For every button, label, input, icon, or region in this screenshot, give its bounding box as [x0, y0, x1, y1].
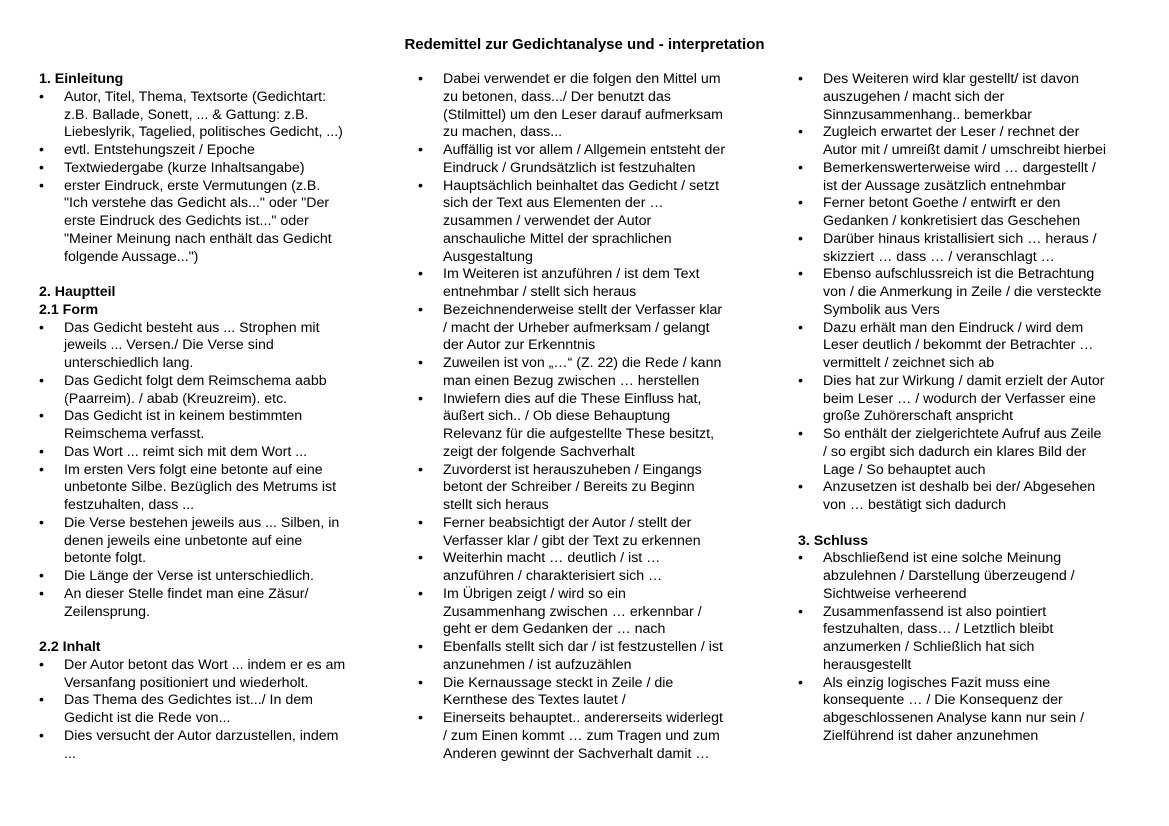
- list-item: [39, 515, 374, 568]
- list-item-line: • Zugleich erwartet der Leser / rechnet der: [823, 124, 1080, 141]
- list-item: [39, 320, 374, 373]
- list-item: [798, 373, 1138, 426]
- list-item-line: festzuhalten, dass ...: [64, 497, 195, 513]
- list-item-line: Zusammenhang zwischen … erkennbar /: [443, 603, 702, 620]
- list-item: [418, 71, 753, 142]
- list-item-line: skizziert … dass … / veranschlagt …: [823, 248, 1055, 265]
- list-item: [39, 462, 374, 515]
- list-item-line: anzunehmen / ist aufzuzählen: [443, 656, 632, 673]
- list-item-line: • Des Weiteren wird klar gestellt/ ist davon: [823, 71, 1080, 87]
- list-item-line: "Meiner Meinung nach enthält das Gedicht: [64, 230, 332, 247]
- list-item: [39, 728, 374, 764]
- list-item-line: jeweils ... Versen./ Die Verse sind: [64, 337, 274, 354]
- list-item-line: anzuführen / charakterisiert sich …: [443, 568, 663, 584]
- list-item-line: • Das Wort ... reimt sich mit dem Wort ...: [64, 443, 308, 460]
- list-item: [798, 550, 1138, 603]
- column-1: [39, 71, 374, 763]
- list-item-line: Anderen gewinnt der Sachverhalt damit …: [443, 745, 710, 762]
- list-item-line: Versanfang positioniert und wiederholt.: [64, 674, 309, 691]
- list-item-line: • Darüber hinaus kristallisiert sich … heraus /: [823, 230, 1097, 247]
- list-item-line: erste Eindruck des Gedichts ist..." oder: [64, 213, 309, 229]
- section-spacer: [39, 621, 374, 639]
- list-item: [418, 302, 753, 355]
- list-item-line: Kernthese des Textes lautet /: [443, 692, 626, 709]
- list-item-line: zu machen, dass...: [443, 124, 563, 141]
- list-item-line: abgeschlossenen Analyse kann nur sein /: [823, 710, 1085, 726]
- list-item-line: vermittelt / zeichnet sich ab: [823, 355, 995, 371]
- list-item-line: anschauliche Mittel der sprachlichen: [443, 230, 672, 247]
- list-item-line: Gedicht ist die Rede von...: [64, 710, 231, 726]
- list-item: [798, 160, 1138, 196]
- list-item-line: • Die Länge der Verse ist unterschiedlich.: [64, 568, 314, 584]
- list-item-line: Eindruck / Grundsätzlich ist festzuhalten: [443, 159, 696, 176]
- list-item-line: Sinnzusammenhang.. bemerkbar: [823, 106, 1032, 123]
- list-item: [39, 568, 374, 586]
- list-item-line: • Im Übrigen zeigt / wird so ein: [443, 585, 626, 602]
- list-item-line: entnehmbar / stellt sich heraus: [443, 284, 637, 300]
- list-item-line: betont der Schreiber / Bereits zu Beginn: [443, 479, 695, 496]
- list-item-line: / zum Einen kommt … zum Tragen und zum: [443, 727, 720, 744]
- list-item-line: von … bestätigt sich dadurch: [823, 497, 1006, 513]
- list-item-line: • Dabei verwendet er die folgen den Mittel um: [443, 71, 721, 87]
- list-item: [39, 586, 374, 622]
- list-item: [418, 675, 753, 711]
- list-item-line: (Paarreim). / abab (Kreuzreim). etc.: [64, 390, 288, 407]
- section-spacer: [798, 515, 1138, 533]
- list-item-line: • Zuweilen ist von „…“ (Z. 22) die Rede / kann: [443, 355, 722, 371]
- bullet-list: [39, 89, 374, 267]
- list-item: [418, 586, 753, 639]
- section-heading: 1. Einleitung: [39, 71, 124, 87]
- list-item: [798, 266, 1138, 319]
- list-item-line: • Anzusetzen ist deshalb bei der/ Abgesehen: [823, 479, 1096, 496]
- list-item-line: Symbolik aus Vers: [823, 301, 940, 318]
- list-item-line: z.B. Ballade, Sonett, ... & Gattung: z.B.: [64, 106, 309, 123]
- list-item-line: auszugehen / macht sich der: [823, 88, 1005, 105]
- list-item-line: Autor mit / umreißt damit / umschreibt hierbei: [823, 142, 1107, 158]
- list-item-line: zusammen / verwendet der Autor: [443, 213, 652, 229]
- list-item-line: zu betonen, dass.../ Der benutzt das: [443, 88, 671, 105]
- list-item: [798, 320, 1138, 373]
- list-item-line: unbetonte Silbe. Bezüglich des Metrums ist: [64, 479, 337, 496]
- list-item-line: Zeilensprung.: [64, 603, 150, 620]
- list-item-line: • An dieser Stelle findet man eine Zäsur/: [64, 585, 309, 602]
- section-heading: 2.2 Inhalt: [39, 639, 101, 655]
- list-item-line: unterschiedlich lang.: [64, 355, 194, 371]
- list-item-line: große Zuhörerschaft anspricht: [823, 408, 1014, 425]
- list-item: [798, 195, 1138, 231]
- list-item-line: • Als einzig logisches Fazit muss eine: [823, 674, 1051, 691]
- list-item-line: der Autor zur Erkenntnis: [443, 337, 596, 354]
- list-item: [39, 89, 374, 142]
- list-item: [798, 479, 1138, 515]
- page-title: Redemittel zur Gedichtanalyse und - interpretation: [404, 36, 765, 53]
- list-item-line: • Textwiedergabe (kurze Inhaltsangabe): [64, 159, 305, 176]
- list-item: [39, 444, 374, 462]
- list-item-line: sich der Text aus Elementen der …: [443, 195, 664, 212]
- list-item-line: • Zusammenfassend ist also pointiert: [823, 603, 1047, 620]
- list-item: [39, 657, 374, 693]
- list-item-line: äußert sich.. / Ob diese Behauptung: [443, 408, 671, 425]
- list-item-line: • Abschließend ist eine solche Meinung: [823, 550, 1062, 567]
- list-item-line: • Auffällig ist vor allem / Allgemein entsteht der: [443, 142, 726, 158]
- list-item: [798, 426, 1138, 479]
- list-item: [798, 231, 1138, 267]
- list-item-line: konsequente … / Die Konsequenz der: [823, 692, 1063, 709]
- list-item: [418, 391, 753, 462]
- list-item-line: • Weiterhin macht … deutlich / ist …: [443, 550, 661, 567]
- list-item-line: Verfasser klar / gibt der Text zu erkennen: [443, 532, 701, 549]
- list-item-line: • Bemerkenswerterweise wird … dargestellt /: [823, 159, 1096, 176]
- list-item-line: • Autor, Titel, Thema, Textsorte (Gedichtart:: [64, 88, 327, 105]
- list-item-line: • Ebenfalls stellt sich dar / ist festzustellen / ist: [443, 639, 723, 655]
- list-item-line: • Inwiefern dies auf die These Einfluss hat,: [443, 390, 702, 407]
- bullet-list: [39, 320, 374, 622]
- list-item: [798, 124, 1138, 160]
- list-item-line: zeigt der folgende Sachverhalt: [443, 443, 635, 460]
- list-item-line: (Stilmittel) um den Leser darauf aufmerksam: [443, 106, 723, 123]
- section-spacer: [39, 266, 374, 284]
- list-item-line: • erster Eindruck, erste Vermutungen (z.B.: [64, 177, 321, 194]
- list-item: [418, 266, 753, 302]
- list-item-line: folgende Aussage..."): [64, 248, 199, 265]
- list-item-line: • Zuvorderst ist herauszuheben / Eingangs: [443, 461, 702, 478]
- list-item-line: • Hauptsächlich beinhaltet das Gedicht / setzt: [443, 177, 720, 194]
- list-item-line: anzumerken / Schließlich hat sich: [823, 639, 1035, 655]
- list-item-line: Zielführend ist daher anzunehmen: [823, 727, 1039, 744]
- section-heading: 3. Schluss: [798, 532, 869, 549]
- list-item-line: • Dazu erhält man den Eindruck / wird dem: [823, 319, 1084, 336]
- list-item-line: • Ferner beabsichtigt der Autor / stellt der: [443, 514, 692, 531]
- list-item-line: ist der Aussage zusätzlich entnehmbar: [823, 177, 1066, 194]
- list-item-line: festzuhalten, dass… / Letztlich bleibt: [823, 621, 1054, 638]
- list-item-line: denen jeweils eine unbetonte auf eine: [64, 532, 303, 549]
- list-item-line: ...: [64, 745, 76, 762]
- list-item: [418, 710, 753, 763]
- list-item: [798, 604, 1138, 675]
- list-item-line: / macht der Urheber aufmerksam / gelangt: [443, 319, 710, 336]
- list-item-line: man einen Bezug zwischen … herstellen: [443, 372, 700, 389]
- list-item: [798, 71, 1138, 124]
- list-item-line: Leser deutlich / bekommt der Betrachter …: [823, 337, 1094, 354]
- list-item: [418, 178, 753, 267]
- list-item-line: • Einerseits behauptet.. andererseits widerlegt: [443, 710, 723, 726]
- list-item-line: • Dies hat zur Wirkung / damit erzielt der Autor: [823, 372, 1105, 389]
- column-3: [798, 71, 1138, 746]
- bullet-list: [418, 71, 753, 763]
- list-item-line: Reimschema verfasst.: [64, 426, 205, 442]
- list-item-line: Ausgestaltung: [443, 248, 533, 265]
- list-item-line: • Der Autor betont das Wort ... indem er es am: [64, 656, 346, 673]
- list-item-line: abzulehnen / Darstellung überzeugend /: [823, 568, 1075, 584]
- list-item-line: • Ferner betont Goethe / entwirft er den: [823, 195, 1061, 212]
- section-heading: 2.1 Form: [39, 301, 99, 318]
- list-item-line: Sichtweise verheerend: [823, 585, 967, 602]
- list-item: [418, 515, 753, 551]
- list-item-line: • Im ersten Vers folgt eine betonte auf eine: [64, 461, 323, 478]
- list-item: [39, 178, 374, 267]
- list-item-line: stellt sich heraus: [443, 497, 549, 513]
- list-item-line: Lage / So behauptet auch: [823, 461, 986, 478]
- list-item-line: • Die Kernaussage steckt in Zeile / die: [443, 674, 674, 691]
- list-item-line: Liebeslyrik, Tagelied, politisches Gedicht, ...): [64, 124, 343, 141]
- list-item: [418, 462, 753, 515]
- list-item: [418, 550, 753, 586]
- list-item: [798, 675, 1138, 746]
- list-item-line: beim Leser … / wodurch der Verfasser eine: [823, 390, 1096, 407]
- list-item-line: • Bezeichnenderweise stellt der Verfasser klar: [443, 301, 723, 318]
- bullet-list: [39, 657, 374, 764]
- list-item-line: • So enthält der zielgerichtete Aufruf aus Zeile: [823, 426, 1102, 442]
- list-item: [418, 355, 753, 391]
- list-item-line: von / die Anmerkung in Zeile / die versteckte: [823, 284, 1102, 300]
- list-item: [39, 142, 374, 160]
- list-item-line: geht er dem Gedanken der … nach: [443, 621, 666, 638]
- list-item: [39, 373, 374, 409]
- list-item: [39, 408, 374, 444]
- bullet-list: [798, 71, 1138, 515]
- list-item-line: "Ich verstehe das Gedicht als..." oder "Der: [64, 195, 330, 212]
- list-item: [418, 639, 753, 675]
- list-item-line: • Das Gedicht besteht aus ... Strophen mit: [64, 319, 320, 336]
- column-2: [418, 71, 753, 763]
- list-item-line: • Im Weiteren ist anzuführen / ist dem Text: [443, 266, 700, 283]
- section-heading: 2. Hauptteil: [39, 284, 116, 300]
- list-item-line: Gedanken / konkretisiert das Geschehen: [823, 213, 1081, 229]
- list-item-line: herausgestellt: [823, 656, 912, 673]
- list-item-line: • Das Gedicht ist in keinem bestimmten: [64, 408, 303, 425]
- list-item-line: • Das Gedicht folgt dem Reimschema aabb: [64, 372, 327, 389]
- list-item-line: betonte folgt.: [64, 550, 147, 567]
- list-item-line: / so ergibt sich dadurch ein klares Bild der: [823, 443, 1087, 460]
- list-item-line: • Ebenso aufschlussreich ist die Betrachtung: [823, 266, 1095, 283]
- list-item: [39, 692, 374, 728]
- list-item-line: Relevanz für die aufgestellte These besitzt,: [443, 426, 715, 442]
- list-item: [39, 160, 374, 178]
- list-item-line: • Das Thema des Gedichtes ist.../ In dem: [64, 692, 313, 709]
- list-item-line: • Dies versucht der Autor darzustellen, indem: [64, 727, 339, 744]
- list-item: [418, 142, 753, 178]
- list-item-line: • Die Verse bestehen jeweils aus ... Silben, in: [64, 514, 340, 531]
- bullet-list: [798, 550, 1138, 745]
- list-item-line: • evtl. Entstehungszeit / Epoche: [64, 142, 255, 158]
